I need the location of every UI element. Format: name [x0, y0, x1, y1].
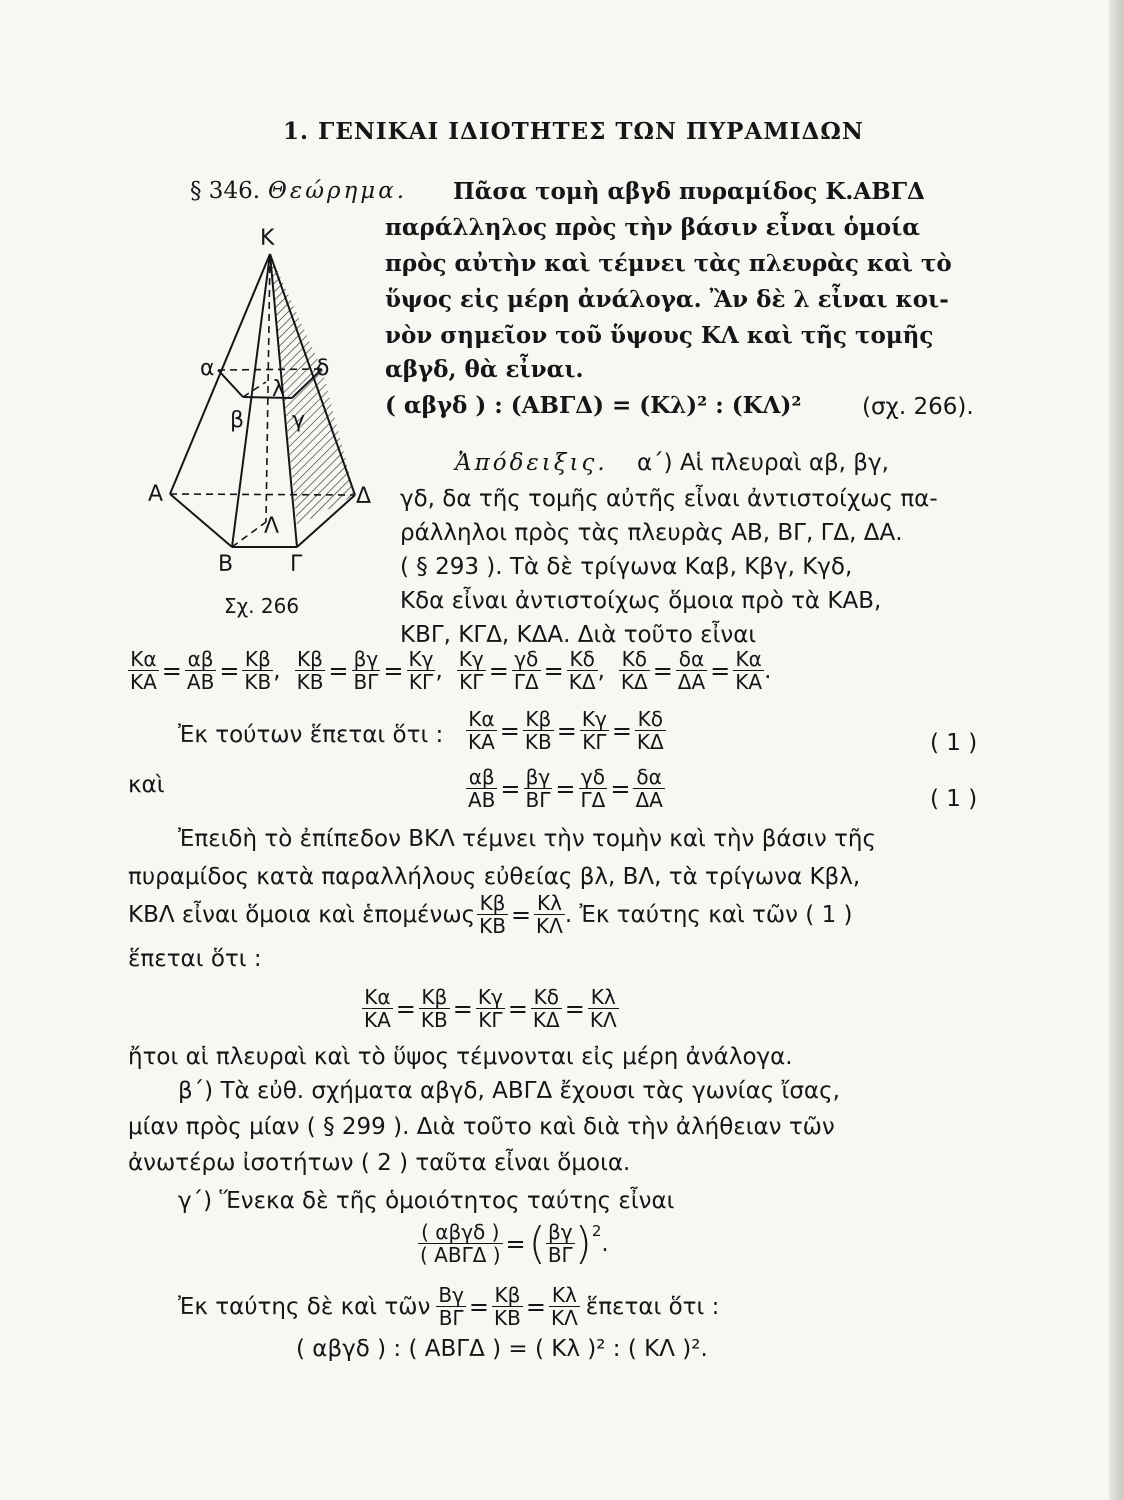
fraction-denominator: ΚΔ [532, 1008, 560, 1032]
period: . [601, 1230, 609, 1257]
proof-line: Κδα εἶναι ἀντιστοίχως ὅμοια πρὸ τὰ ΚΑΒ, [400, 588, 882, 614]
label-gamma: γ [292, 408, 306, 433]
fraction [466, 708, 497, 753]
fraction-numerator: Κγ [477, 985, 503, 1009]
fraction [436, 1284, 466, 1329]
part-b-line: μίαν πρὸς μίαν ( § 299 ). Διὰ τοῦτο καὶ διὰ τὴν ἀλήθειαν τῶν [128, 1114, 835, 1140]
fraction-denominator: ΚΓ [408, 670, 434, 694]
fraction-numerator: Κα [362, 986, 393, 1009]
paragraph-fractions [477, 892, 565, 937]
fraction [546, 1221, 575, 1266]
fraction-numerator: Κδ [619, 648, 650, 671]
fraction-numerator: Κλ [534, 892, 565, 915]
fraction [512, 648, 541, 693]
punctuation: , [435, 657, 443, 684]
paragraph-line: πυραμίδος κατὰ παραλλήλους εὐθείας βλ, ΒΛ, τὰ τρίγωνα Κβλ, [128, 864, 861, 890]
equals-sign: = [507, 994, 528, 1023]
label-lambda: λ [272, 377, 286, 402]
fraction-denominator: ΚΛ [536, 914, 563, 938]
pyramid-figure [140, 222, 380, 642]
label-L: Λ [264, 514, 280, 539]
fraction-numerator: Κβ [295, 648, 326, 671]
fraction-denominator: ΚΑ [364, 1008, 391, 1032]
fraction-numerator: Κα [128, 648, 159, 671]
equation-1-label: ( 1 ) [930, 730, 978, 756]
fraction-denominator: ΒΓ [438, 1306, 464, 1330]
part-b-line: ἀνωτέρω ἰσοτήτων ( 2 ) ταῦτα εἶναι ὅμοια. [128, 1150, 631, 1176]
fraction-numerator: Κβ [477, 892, 508, 915]
fraction-numerator: βγ [546, 1221, 575, 1244]
fraction-denominator: ΓΔ [580, 788, 606, 812]
fraction-denominator: ΚΒ [420, 1008, 448, 1032]
equals-sign: = [564, 994, 585, 1023]
fraction-denominator: ΔΑ [635, 788, 663, 812]
conclusion-text: ἤτοι αἱ πλευραὶ καὶ τὸ ὕψος τέμνονται εἰς μέρη ἀνάλογα. [128, 1044, 793, 1070]
from-this-fractions [436, 1284, 579, 1329]
equals-sign: = [488, 656, 509, 685]
label-beta: β [230, 408, 245, 433]
fraction-denominator: ΚΔ [620, 670, 648, 694]
proof-line: ΚΒΓ, ΚΓΔ, ΚΔΑ. Διὰ τοῦτο εἶναι [400, 622, 757, 648]
equals-sign: = [652, 656, 673, 685]
ratio-equalities [128, 648, 785, 693]
fraction-denominator: ΚΓ [478, 1008, 503, 1032]
fraction-numerator: δα [676, 648, 707, 671]
fraction-numerator: Κα [733, 648, 764, 671]
fraction [419, 986, 450, 1031]
fraction [549, 1284, 580, 1329]
fraction-numerator: βγ [524, 766, 553, 789]
fraction [633, 766, 664, 811]
fraction [242, 648, 273, 693]
fraction-denominator: ΚΒ [296, 670, 324, 694]
fraction [466, 766, 497, 811]
equals-sign: = [452, 994, 473, 1023]
label-D: Δ [356, 484, 372, 509]
section-heading: 1. ΓΕΝΙΚΑΙ ΙΔΙΟΤΗΤΕΣ ΤΩΝ ΠΥΡΑΜΙΔΩΝ [283, 118, 864, 145]
equation-1b [466, 766, 665, 811]
fraction [477, 892, 508, 937]
fraction-denominator: ΚΒ [494, 1306, 521, 1330]
punctuation: . [764, 657, 772, 684]
fraction-numerator: Βγ [438, 1283, 464, 1307]
equals-sign: = [610, 774, 631, 803]
equals-sign: = [710, 656, 731, 685]
from-this-line [178, 1284, 719, 1329]
fraction [524, 766, 553, 811]
fraction [128, 648, 159, 693]
from-this-start: Ἐκ ταύτης δὲ καὶ τῶν [178, 1293, 431, 1320]
punctuation: , [273, 657, 281, 684]
fraction [733, 648, 764, 693]
equals-sign: = [505, 1229, 526, 1258]
proof-line: ράλληλοι πρὸς τὰς πλευρὰς ΑΒ, ΒΓ, ΓΔ, ΔΑ. [400, 520, 903, 546]
theorem-line: ὕψος εἰς μέρη ἀνάλογα. Ἂν δὲ λ εἶναι κοι- [385, 286, 949, 313]
fraction [295, 648, 326, 693]
equals-sign: = [555, 774, 576, 803]
equals-sign: = [219, 656, 240, 685]
fraction [185, 648, 216, 693]
final-formula: ( αβγδ ) : ( ΑΒΓΔ ) = ( Κλ )² : ( ΚΛ )². [296, 1336, 708, 1362]
fraction-numerator: Κδ [567, 648, 598, 671]
fraction-denominator: ΚΓ [459, 670, 484, 694]
exponent: 2 [591, 1222, 602, 1240]
fraction-denominator: ΚΑ [468, 730, 495, 754]
fraction-denominator: ΒΓ [525, 788, 551, 812]
fraction [534, 892, 565, 937]
theorem-line: νὸν σημεῖον τοῦ ὕψους ΚΛ καὶ τῆς τομῆς [385, 322, 934, 349]
paragraph-line-start: ΚΒΛ εἶναι ὅμοια καὶ ἑπομένως [128, 901, 476, 928]
fraction-numerator: Κγ [581, 707, 607, 731]
equation-1b-label: ( 1 ) [930, 786, 978, 812]
punctuation: , [597, 657, 605, 684]
fraction [676, 648, 707, 693]
fraction-numerator: βγ [352, 648, 381, 671]
paragraph-line: Ἐπειδὴ τὸ ἐπίπεδον ΒΚΛ τέμνει τὴν τομὴν καὶ τὴν βάσιν τῆς [178, 826, 876, 852]
equals-sign: = [543, 656, 564, 685]
fraction-numerator: Κδ [531, 986, 562, 1009]
fraction-numerator: ( αβγδ ) [418, 1221, 503, 1244]
fraction-numerator: Κβ [523, 708, 554, 731]
fraction-numerator: Κγ [458, 647, 484, 671]
follows-text: ἕπεται ὅτι : [128, 946, 262, 972]
fraction-numerator: Κδ [635, 708, 666, 731]
fraction [492, 1284, 523, 1329]
equals-sign: = [500, 774, 521, 803]
page-edge [1109, 0, 1123, 1500]
fraction [362, 986, 393, 1031]
fraction-numerator: Κβ [419, 986, 450, 1009]
fraction-numerator: γδ [512, 648, 541, 671]
fraction [588, 986, 619, 1031]
proof-line: γδ, δα τῆς τομῆς αὐτῆς εἶναι ἀντιστοίχως πα- [400, 486, 938, 512]
fraction-denominator: ΚΑ [735, 670, 763, 694]
label-K: Κ [260, 226, 275, 251]
fraction-denominator: ΚΒ [244, 670, 272, 694]
theorem-line: Πᾶσα τομὴ αβγδ πυραμίδος Κ.ΑΒΓΔ [453, 178, 925, 205]
label-alpha: α [200, 356, 215, 381]
equals-sign: = [556, 716, 577, 745]
from-these-text: Ἐκ τούτων ἕπεται ὅτι : [178, 722, 444, 748]
fraction-numerator: Κα [466, 708, 497, 731]
fraction-denominator: ΔΑ [677, 670, 706, 694]
pyramid-diagram [140, 222, 380, 642]
fraction-denominator: ΒΓ [353, 670, 379, 694]
fraction-denominator: ΚΛ [589, 1008, 617, 1032]
theorem-figure-ref: (σχ. 266). [862, 394, 974, 420]
equals-sign: = [611, 716, 632, 745]
theorem-line: παράλληλος πρὸς τὴν βάσιν εἶναι ὁμοία [385, 214, 920, 241]
theorem-line: αβγδ, θὰ εἶναι. [385, 356, 584, 383]
fraction-numerator: γδ [579, 766, 608, 789]
equals-sign: = [525, 1292, 546, 1321]
fraction-numerator: Κβ [492, 1284, 523, 1307]
fraction-denominator: ΚΔ [636, 730, 664, 754]
proof-line: α΄) Αἱ πλευραὶ αβ, βγ, [637, 450, 889, 476]
fraction-denominator: ΚΒ [479, 914, 506, 938]
label-G: Γ [290, 552, 303, 577]
theorem-number: § 346. [190, 178, 261, 204]
part-c-text: γ΄) Ἕνεκα δὲ τῆς ὁμοιότητος ταύτης εἶναι [178, 1188, 675, 1214]
fraction-numerator: Κβ [242, 648, 273, 671]
equation-4 [418, 1218, 609, 1269]
equals-sign: = [328, 656, 349, 685]
kai-text: καὶ [128, 772, 165, 798]
fraction-denominator: ΚΑ [130, 670, 157, 694]
fraction-denominator: ΚΔ [568, 670, 596, 694]
theorem-line: πρὸς αὐτὴν καὶ τέμνει τὰς πλευρὰς καὶ τὸ [385, 250, 952, 277]
part-b-line: β΄) Τὰ εὐθ. σχήματα αβγδ, ΑΒΓΔ ἔχουσι τὰς γωνίας ἴσας, [178, 1078, 840, 1104]
theorem-label: Θεώρημα. [268, 178, 408, 204]
proof-line: ( § 293 ). Τὰ δὲ τρίγωνα Καβ, Κβγ, Κγδ, [400, 554, 853, 580]
equals-sign: = [161, 656, 182, 685]
fraction-numerator: Κγ [408, 647, 434, 671]
equation-3 [362, 986, 619, 1031]
fraction-denominator: ΚΒ [524, 730, 552, 754]
equation-1 [466, 708, 666, 753]
paragraph-line-end: . Ἐκ ταύτης καὶ τῶν ( 1 ) [564, 901, 853, 928]
right-paren: ) [574, 1218, 592, 1269]
left-paren: ( [528, 1218, 546, 1269]
label-A: Α [148, 482, 164, 507]
fraction-numerator: Κλ [549, 1284, 580, 1307]
fraction-denominator: ΒΓ [547, 1243, 573, 1267]
equals-sign: = [395, 994, 416, 1023]
fraction [407, 648, 436, 693]
fraction-denominator: ΓΔ [513, 670, 539, 694]
fraction [567, 648, 598, 693]
fraction [580, 708, 609, 753]
figure-caption: Σχ. 266 [224, 594, 300, 618]
equals-sign: = [468, 1292, 490, 1321]
equals-sign: = [383, 656, 404, 685]
fraction-denominator: ΚΛ [550, 1306, 578, 1330]
label-delta: δ [316, 356, 330, 381]
theorem-formula: ( αβγδ ) : (ΑΒΓΔ) = (Κλ)² : (ΚΛ)² [385, 392, 802, 419]
fraction [531, 986, 562, 1031]
fraction [523, 708, 554, 753]
fraction-numerator: δα [633, 766, 664, 789]
fraction-denominator: ( ΑΒΓΔ ) [420, 1243, 501, 1267]
fraction-numerator: αβ [466, 766, 497, 789]
paragraph-line-with-fractions [128, 892, 853, 937]
from-this-end: ἕπεται ὅτι : [585, 1293, 720, 1320]
fraction [635, 708, 666, 753]
fraction-denominator: ΑΒ [468, 788, 496, 812]
fraction [619, 648, 650, 693]
fraction-numerator: αβ [185, 648, 216, 671]
label-B: Β [218, 552, 234, 577]
fraction [418, 1221, 503, 1266]
equals-sign: = [499, 716, 520, 745]
fraction [457, 648, 486, 693]
fraction [476, 986, 505, 1031]
fraction [352, 648, 381, 693]
fraction [579, 766, 608, 811]
fraction-denominator: ΑΒ [186, 670, 215, 694]
fraction-numerator: Κλ [588, 986, 619, 1009]
equals-sign: = [510, 900, 532, 929]
proof-label: Ἀπόδειξις. [455, 450, 608, 476]
fraction-denominator: ΚΓ [582, 730, 607, 754]
